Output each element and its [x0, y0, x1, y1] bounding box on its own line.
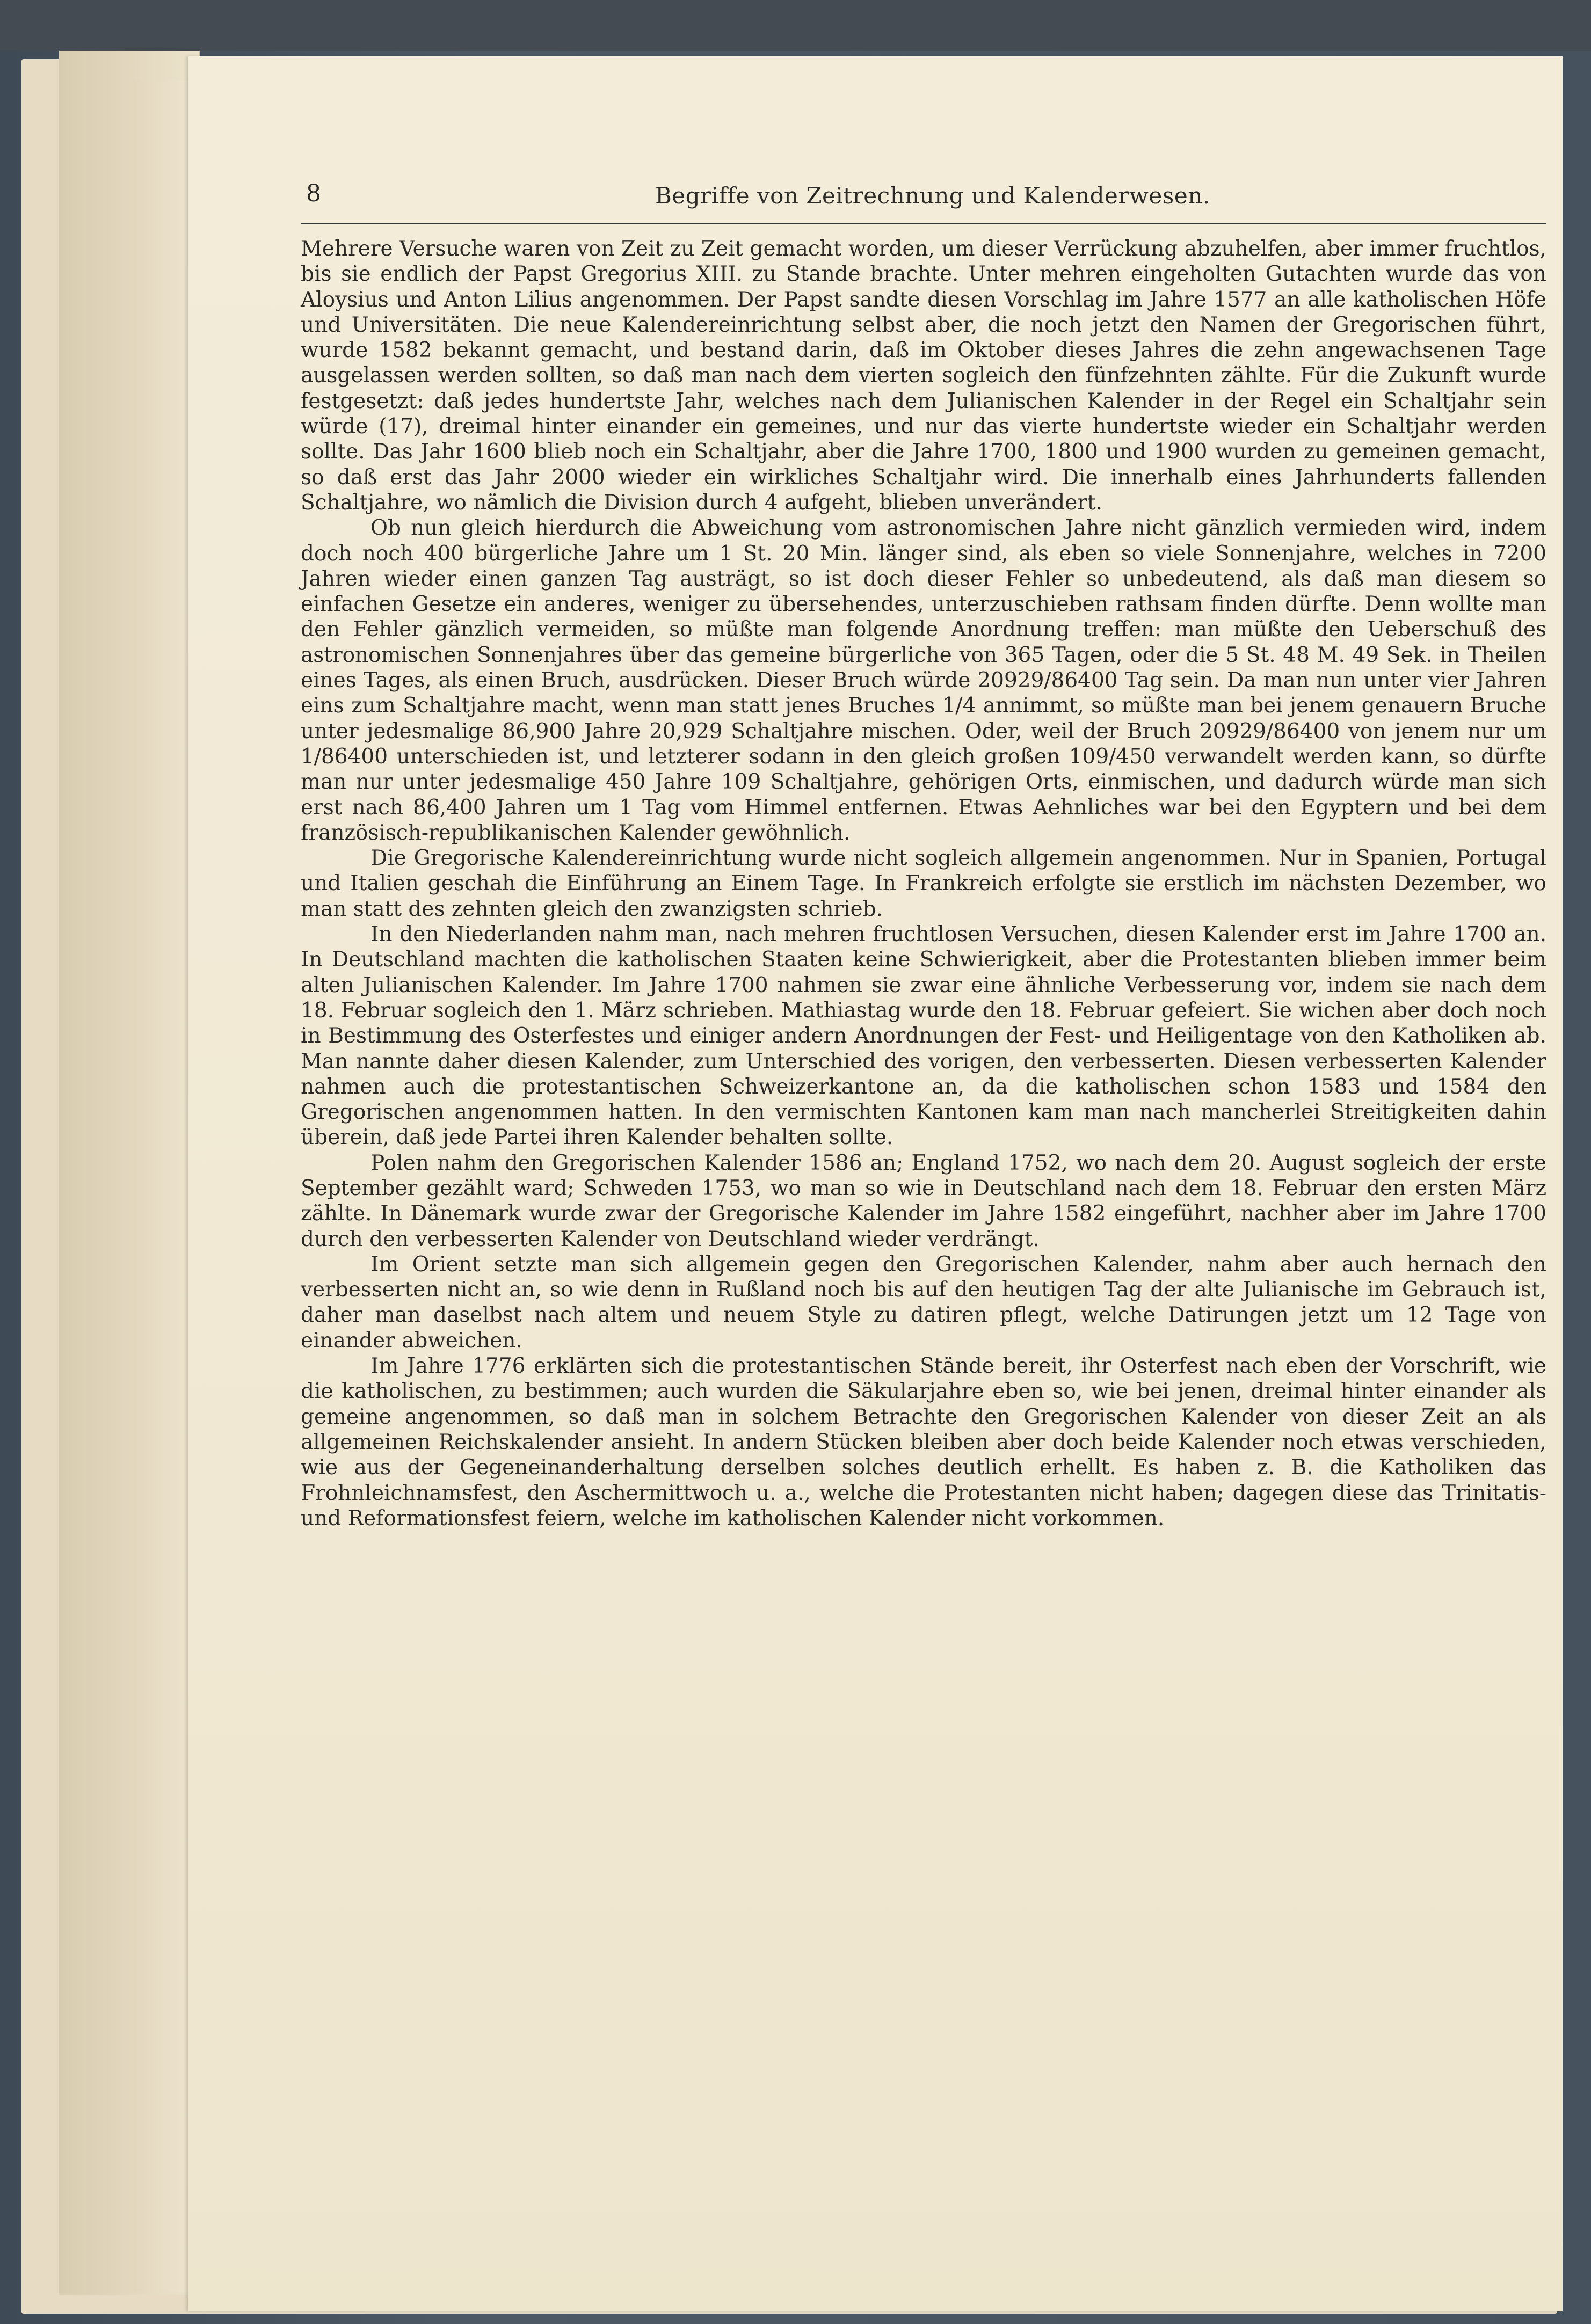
- paragraph-1: Mehrere Versuche waren von Zeit zu Zeit gemacht worden, um dieser Verrückung abzuhelfen, aber immer fruchtlos, bis sie endlich der Papst Gregorius XIII. zu Stande brachte. Unter mehren eingeholten Gutachten wurde das von Aloysius und Anton Lilius angenommen. Der Papst sandte diesen Vorschlag im Jahre 1577 an alle katholischen Höfe und Universitäten. Die neue Kalendereinrichtung selbst aber, die noch jetzt den Namen der Gregorischen führt, wurde 1582 bekannt gemacht, und bestand darin, daß im Oktober dieses Jahres die zehn angewachsenen Tage ausgelassen werden sollten, so daß man nach dem vierten sogleich den fünfzehnten zählte. Für die Zukunft wurde festgesetzt: daß jedes hundertste Jahr, welches nach dem Julianischen Kalender in der Regel ein Schaltjahr sein würde (17), dreimal hinter einander ein gemeines, und nur das vierte hundertste wieder ein Schaltjahr werden sollte. Das Jahr 1600 blieb noch ein Schaltjahr, aber die Jahre 1700, 1800 und 1900 wurden zu gemeinen gemacht, so daß erst das Jahr 2000 wieder ein wirkliches Schaltjahr wird. Die innerhalb eines Jahrhunderts fallenden Schaltjahre, wo nämlich die Division durch 4 aufgeht, blieben unverändert.: [301, 237, 1546, 515]
- header-rule: [301, 223, 1546, 224]
- paragraph-7: Im Jahre 1776 erklärten sich die protestantischen Stände bereit, ihr Osterfest nach eben der Vorschrift, wie die katholischen, zu bestimmen; auch wurden die Säkularjahre eben so, wie bei jenen, dreimal hinter einander als gemeine angenommen, so daß man in solchem Betrachte den Gregorischen Kalender von dieser Zeit an als allgemeinen Reichskalender ansieht. In andern Stücken bleiben aber doch beide Kalender noch etwas verschieden, wie aus der Gegeneinanderhaltung derselben solches deutlich erhellt. Es haben z. B. die Katholiken das Frohnleichnamsfest, den Aschermittwoch u. a., welche die Protestanten nicht haben; dagegen diese das Trinitatis- und Reformationsfest feiern, welche im katholischen Kalender nicht vorkommen.: [301, 1354, 1546, 1531]
- paragraph-6: Im Orient setzte man sich allgemein gegen den Gregorischen Kalender, nahm aber auch hernach den verbesserten nicht an, so wie denn in Rußland noch bis auf den heutigen Tag der alte Julianische im Gebrauch ist, daher man daselbst nach altem und neuem Style zu datiren pflegt, welche Datirungen jetzt um 12 Tage von einander abweichen.: [301, 1252, 1546, 1353]
- paragraph-3: Die Gregorische Kalendereinrichtung wurde nicht sogleich allgemein angenommen. Nur in Spanien, Portugal und Italien geschah die Einführung an Einem Tage. In Frankreich erfolgte sie erstlich im nächsten Dezember, wo man statt des zehnten gleich den zwanzigsten schrieb.: [301, 846, 1546, 921]
- running-head: Begriffe von Zeitrechnung und Kalenderwesen.: [655, 183, 1210, 209]
- paragraph-4: In den Niederlanden nahm man, nach mehren fruchtlosen Versuchen, diesen Kalender erst im Jahre 1700 an. In Deutschland machten die katholischen Staaten keine Schwierigkeit, aber die Protestanten blieben immer beim alten Julianischen Kalender. Im Jahre 1700 nahmen sie zwar eine ähnliche Verbesserung vor, indem sie nach dem 18. Februar sogleich den 1. März schrieben. Mathiastag wurde den 18. Februar gefeiert. Sie wichen aber doch noch in Bestimmung des Osterfestes und einiger andern Anordnungen der Fest- und Heiligentage von den Katholiken ab. Man nannte daher diesen Kalender, zum Unterschied des vorigen, den verbesserten. Diesen verbesserten Kalender nahmen auch die protestantischen Schweizerkantone an, da die katholischen schon 1583 und 1584 den Gregorischen angenommen hatten. In den vermischten Kantonen kam man nach mancherlei Streitigkeiten dahin überein, daß jede Partei ihren Kalender behalten sollte.: [301, 922, 1546, 1150]
- paragraph-2: Ob nun gleich hierdurch die Abweichung vom astronomischen Jahre nicht gänzlich vermieden wird, indem doch noch 400 bürgerliche Jahre um 1 St. 20 Min. länger sind, als eben so viele Sonnenjahre, welches in 7200 Jahren wieder einen ganzen Tag austrägt, so ist doch dieser Fehler so unbedeutend, als daß man diesem so einfachen Gesetze ein anderes, weniger zu übersehendes, unterzuschieben rathsam finden dürfte. Denn wollte man den Fehler gänzlich vermeiden, so müßte man folgende Anordnung treffen: man müßte den Ueberschuß des astronomischen Sonnenjahres über das gemeine bürgerliche von 365 Tagen, oder die 5 St. 48 M. 49 Sek. in Theilen eines Tages, als einen Bruch, ausdrücken. Dieser Bruch würde 20929/86400 Tag sein. Da man nun unter vier Jahren eins zum Schaltjahre macht, wenn man statt jenes Bruches 1/4 annimmt, so müßte man bei jenem genauern Bruche unter jedesmalige 86,900 Jahre 20,929 Schaltjahre mischen. Oder, weil der Bruch 20929/86400 von jenem nur um 1/86400 unterschieden ist, und letzterer sodann in den gleich großen 109/450 verwandelt werden kann, so dürfte man nur unter jedesmalige 450 Jahre 109 Schaltjahre, gehörigen Orts, einmischen, und dadurch würde man sich erst nach 86,400 Jahren um 1 Tag vom Himmel entfernen. Etwas Aehnliches war bei den Egyptern und bei dem französisch-republikanischen Kalender gewöhnlich.: [301, 516, 1546, 845]
- paragraph-5: Polen nahm den Gregorischen Kalender 1586 an; England 1752, wo nach dem 20. August sogleich der erste September gezählt ward; Schweden 1753, wo man so wie in Deutschland nach dem 18. Februar den ersten März zählte. In Dänemark wurde zwar der Gregorische Kalender im Jahre 1582 eingeführt, nachher aber im Jahre 1700 durch den verbesserten Kalender von Deutschland wieder verdrängt.: [301, 1150, 1546, 1251]
- page-number: 8: [306, 180, 321, 207]
- body-text: [301, 236, 1546, 1531]
